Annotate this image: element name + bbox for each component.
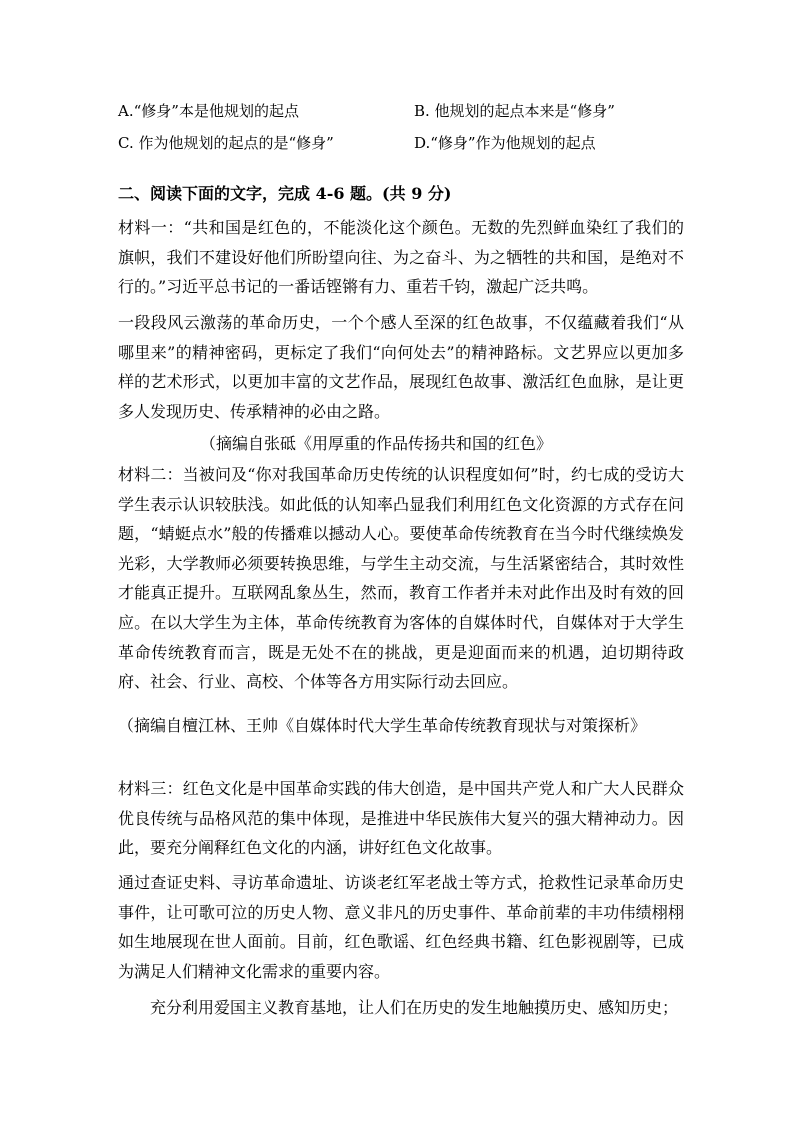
material-2-source: （摘编自檀江林、王帅《自媒体时代大学生革命传统教育现状与对策探析》 (118, 716, 647, 735)
material-1-paragraph-2: 一段段风云激荡的革命历史，一个个感人至深的红色故事，不仅蕴藏着我们“从哪里来”的精神密码，更标定了我们“向何处去”的精神路标。文艺界应以更加多样的艺术形式，以更加丰富的文艺作品，展现红色故事、激活红色血脉，是让更多人发现历史、传承精神的必由之路。 (118, 313, 684, 421)
options-row-1 (118, 99, 678, 123)
option-b[interactable]: B. 他规划的起点本来是“修身” (414, 102, 615, 120)
option-c[interactable]: C. 作为他规划的起点的是“修身” (118, 134, 334, 152)
material-2-paragraph-1: 材料二：当被问及“你对我国革命历史传统的认识程度如何”时，约七成的受访大学生表示认识较肤浅。如此低的认知率凸显我们利用红色文化资源的方式存在问题，“蜻蜓点水”般的传播难以撼动人心。要使革命传统教育在当今时代继续焕发光彩，大学教师必须要转换思维，与学生主动交流，与生活紧密结合，其时效性才能真正提升。互联网乱象丛生，然而，教育工作者并未对此作出及时有效的回应。在以大学生为主体，革命传统教育为客体的自媒体时代，自媒体对于大学生革命传统教育而言，既是无处不在的挑战，更是迎面而来的机遇，迫切期待政府、社会、行业、高校、个体等各方用实际行动去回应。 (118, 465, 684, 692)
material-1-paragraph-1: 材料一：“共和国是红色的，不能淡化这个颜色。无数的先烈鲜血染红了我们的旗帜，我们不建设好他们所盼望向往、为之奋斗、为之牺牲的共和国，是绝对不行的。”习近平总书记的一番话铿锵有力、重若千钧，激起广泛共鸣。 (118, 218, 684, 297)
option-a[interactable]: A.“修身”本是他规划的起点 (118, 102, 299, 120)
material-3-paragraph-3: 充分利用爱国主义教育基地，让人们在历史的发生地触摸历史、感知历史； (118, 998, 679, 1017)
section-title: 二、阅读下面的文字，完成 4-6 题。(共 9 分) (118, 184, 452, 203)
material-3-paragraph-1: 材料三：红色文化是中国革命实践的伟大创造，是中国共产党人和广大人民群众优良传统与品格风范的集中体现，是推进中华民族伟大复兴的强大精神动力。因此，要充分阐释红色文化的内涵，讲好红色文化故事。 (118, 779, 684, 858)
material-1-source: （摘编自张砥《用厚重的作品传扬共和国的红色》 (200, 434, 553, 453)
option-d[interactable]: D.“修身”作为他规划的起点 (414, 134, 596, 152)
options-row-2 (118, 131, 678, 155)
material-3-paragraph-2: 通过查证史料、寻访革命遗址、访谈老红军老战士等方式，抢救性记录革命历史事件，让可歌可泣的历史人物、意义非凡的历史事件、革命前辈的丰功伟绩栩栩如生地展现在世人面前。目前，红色歌谣、红色经典书籍、红色影视剧等，已成为满足人们精神文化需求的重要内容。 (118, 873, 684, 981)
